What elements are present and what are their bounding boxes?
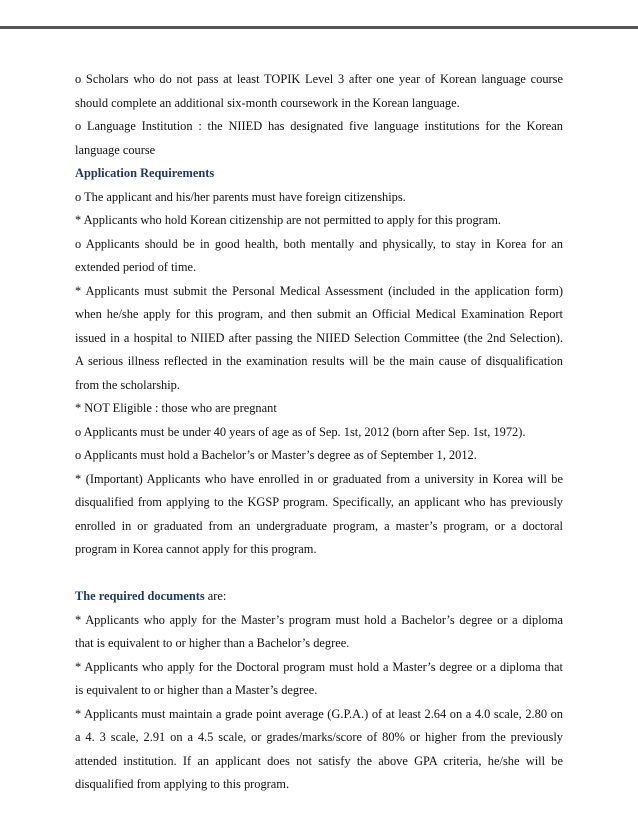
documents-heading	[75, 585, 563, 609]
documents-heading-bold: The required documents	[75, 589, 205, 603]
text-line: * Applicants who apply for the Doctoral program must hold a Master’s degree or a diploma that	[75, 659, 563, 674]
text-line: A serious illness reflected in the examination results will be the main cause of disqualification	[75, 354, 563, 368]
paragraph-spacer	[75, 562, 563, 586]
text-line: o Scholars who do not pass at least TOPIK Level 3 after one year of Korean language course	[75, 72, 563, 86]
text-line: should complete an additional six-month coursework in the Korean language.	[75, 95, 460, 110]
text-line: when he/she apply for this program, and then submit an Official Medical Examination Report	[75, 307, 563, 321]
section-heading: Application Requirements	[75, 166, 215, 180]
text-line: * Applicants must maintain a grade point average (G.P.A.) of at least 2.64 on a 4.0 scale, 2.80 on	[75, 706, 563, 721]
text-line: * Applicants must submit the Personal Medical Assessment (included in the application form)	[75, 283, 563, 298]
text-line: * Applicants who apply for the Master’s program must hold a Bachelor’s degree or a diploma	[75, 612, 563, 627]
text-line: * (Important) Applicants who have enrolled in or graduated from a university in Korea will be	[75, 471, 563, 486]
text-line: is equivalent to or higher than a Master’s degree.	[75, 683, 318, 697]
document-body	[75, 68, 563, 797]
top-rule	[0, 26, 638, 29]
text-line: from the scholarship.	[75, 377, 180, 392]
text-line: enrolled in or graduated from an undergraduate program, a master’s program, or a doctoral	[75, 518, 563, 533]
text-line: that is equivalent to or higher than a Bachelor’s degree.	[75, 636, 350, 650]
text-line: disqualified from applying to this program.	[75, 777, 290, 791]
text-line: language course	[75, 142, 156, 157]
text-line: issued in a hospital to NIIED after passing the NIIED Selection Committee (the 2nd Selection).	[75, 330, 563, 345]
text-line: o Applicants must be under 40 years of age as of Sep. 1st, 2012 (born after Sep. 1st, 1972).	[75, 424, 526, 439]
text-line: disqualified from applying to the KGSP program. Specifically, an applicant who has previously	[75, 495, 563, 509]
text-line: * NOT Eligible : those who are pregnant	[75, 401, 277, 415]
text-line: o Language Institution : the NIIED has designated five language institutions for the Korean	[75, 119, 563, 133]
text-line: * Applicants who hold Korean citizenship are not permitted to apply for this program.	[75, 213, 502, 227]
text-line: o Applicants must hold a Bachelor’s or Master’s degree as of September 1, 2012.	[75, 448, 477, 462]
text-line: extended period of time.	[75, 260, 197, 274]
text-line: attended institution. If an applicant does not satisfy the above GPA criteria, he/she will be	[75, 753, 563, 768]
documents-heading-rest: are:	[204, 589, 227, 603]
text-line: o The applicant and his/her parents must have foreign citizenships.	[75, 189, 406, 204]
text-line: o Applicants should be in good health, both mentally and physically, to stay in Korea for an	[75, 236, 563, 251]
text-line: a 4. 3 scale, 2.91 on a 4.5 scale, or grades/marks/score of 80% or higher from the previously	[75, 730, 563, 744]
text-line: program in Korea cannot apply for this program.	[75, 542, 317, 556]
